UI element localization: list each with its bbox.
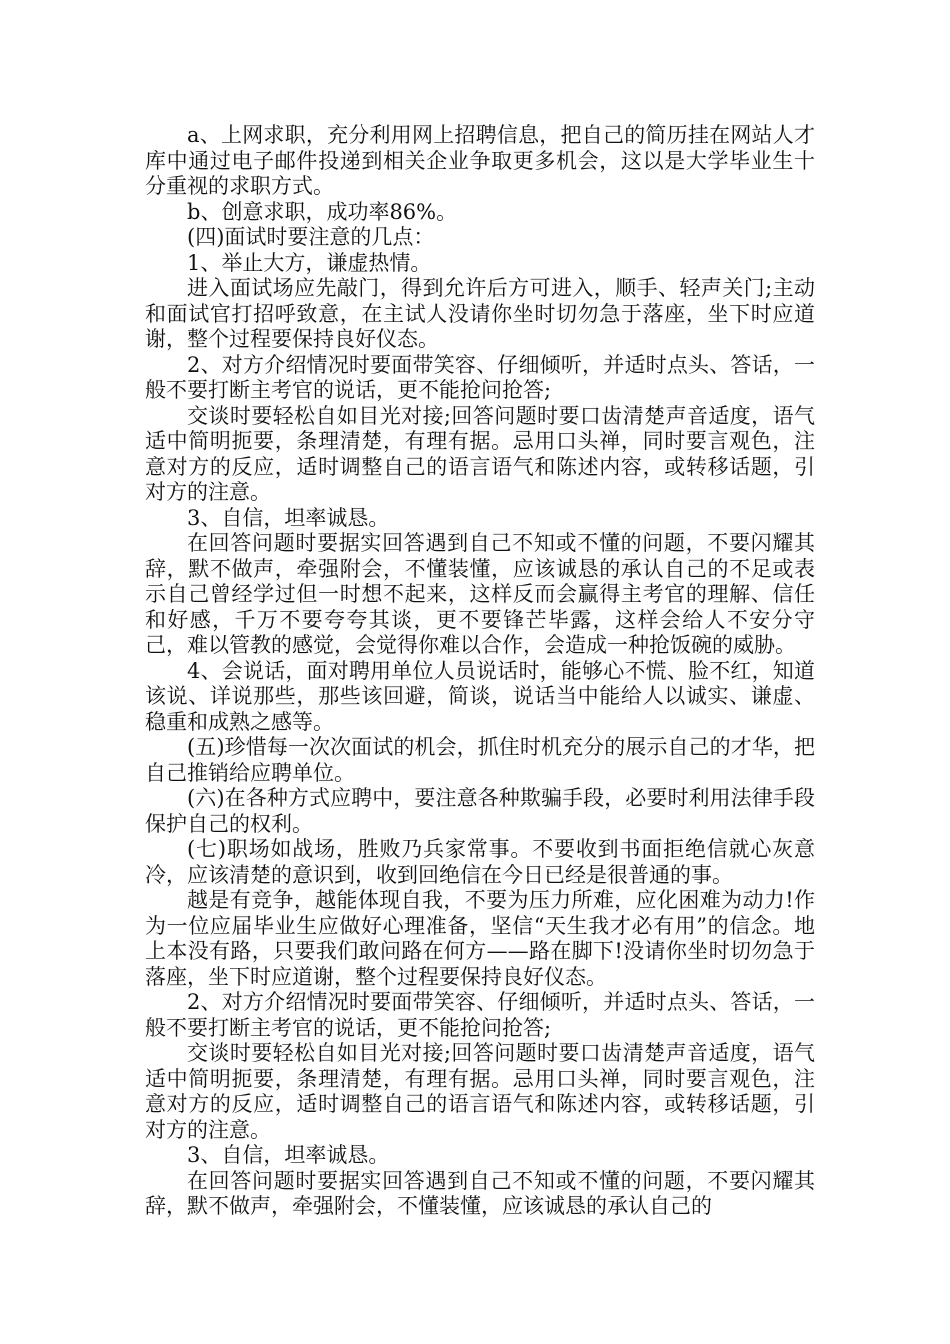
paragraph-conversation: 交谈时要轻松自如目光对接;回答问题时要口齿清楚声音适度，语气适中简明扼要，条理清楚，有理有据。忌用口头禅，同时要言观色，注意对方的反应，适时调整自己的语言语气和陈述内容，或转移话题，引对方的注意。 [145,403,815,504]
section-heading-cherish-interview: (五)珍惜每一次次面试的机会，抓住时机充分的展示自己的才华，把自己推销给应聘单位。 [145,735,815,785]
document-body [145,123,815,1220]
paragraph-point-3-heading-repeat: 3、自信，坦率诚恳。 [187,1143,390,1167]
paragraph-online-job-search: a、上网求职，充分利用网上招聘信息，把自己的简历挂在网站人才库中通过电子邮件投递到相关企业争取更多机会，这以是大学毕业生十分重视的求职方式。 [145,123,815,198]
paragraph-creative-job-search: b、创意求职，成功率86%。 [187,199,458,224]
paragraph-honest-answers: 在回答问题时要据实回答遇到自己不知或不懂的问题，不要闪耀其辞，默不做声，牵强附会，不懂装懂，应该诚恳的承认自己的不足或表示自己曾经学过但一时想不起来，这样反而会赢得主考官的理解、信任和好感，千万不要夸夸其谈，更不要锋芒毕露，这样会给人不安分守己，难以管教的感觉，会觉得你难以合作，会造成一种抢饭碗的威胁。 [145,531,815,657]
paragraph-honest-answers-repeat: 在回答问题时要据实回答遇到自己不知或不懂的问题，不要闪耀其辞，默不做声，牵强附会，不懂装懂，应该诚恳的承认自己的 [145,1168,815,1218]
paragraph-point-1-heading: 1、举止大方，谦虚热情。 [187,250,432,275]
paragraph-point-3-heading: 3、自信，坦率诚恳。 [187,505,390,530]
paragraph-point-2-listening-repeat: 2、对方介绍情况时要面带笑容、仔细倾听，并适时点头、答话，一般不要打断主考官的说话，更不能抢问抢答; [145,990,815,1040]
section-heading-interview-notes: (四)面试时要注意的几点： [187,225,435,249]
paragraph-point-4-speaking: 4、会说话，面对聘用单位人员说话时，能够心不慌、脸不红，知道该说、详说那些，那些该回避，简谈，说话当中能给人以诚实、谦虚、稳重和成熟之感等。 [145,658,815,734]
section-heading-workplace-battlefield: (七)职场如战场，胜败乃兵家常事。不要收到书面拒绝信就心灰意冷，应该清楚的意识到，收到回绝信在今日已经是很普通的事。 [145,837,815,887]
paragraph-competition: 越是有竞争，越能体现自我，不要为压力所难，应化困难为动力!作为一位应届毕业生应做好心理准备，坚信“天生我才必有用”的信念。地上本没有路，只要我们敢问路在何方——路在脚下!没请你坐时切勿急于落座，坐下时应道谢，整个过程要保持良好仪态。 [145,888,815,989]
section-heading-beware-fraud: (六)在各种方式应聘中，要注意各种欺骗手段，必要时利用法律手段保护自己的权利。 [145,786,815,836]
paragraph-point-2-listening: 2、对方介绍情况时要面带笑容、仔细倾听，并适时点头、答话，一般不要打断主考官的说话，更不能抢问抢答; [145,352,815,402]
paragraph-conversation-repeat: 交谈时要轻松自如目光对接;回答问题时要口齿清楚声音适度，语气适中简明扼要，条理清楚，有理有据。忌用口头禅，同时要言观色，注意对方的反应，适时调整自己的语言语气和陈述内容，或转移话题，引对方的注意。 [145,1041,815,1142]
paragraph-entering-interview: 进入面试场应先敲门，得到允许后方可进入，顺手、轻声关门;主动和面试官打招呼致意，在主试人没请你坐时切勿急于落座，坐下时应道谢，整个过程要保持良好仪态。 [145,276,815,351]
